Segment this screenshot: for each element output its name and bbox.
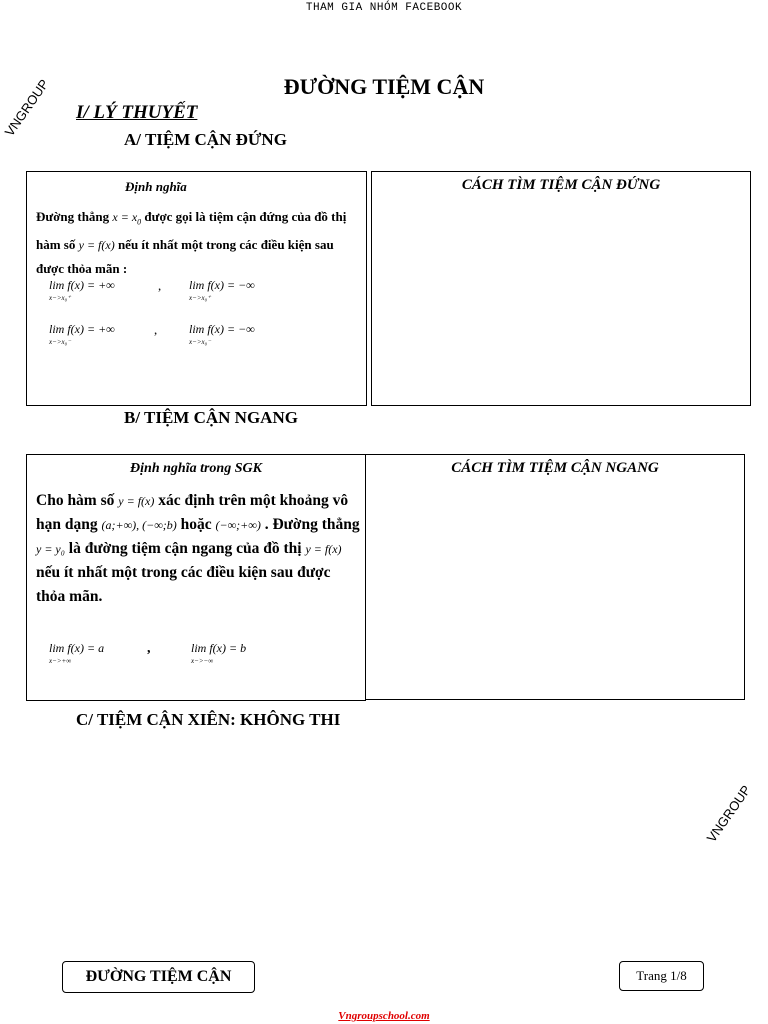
function-expr: y = f(x)	[305, 542, 342, 556]
text-part: . Đường thẳng	[264, 516, 360, 533]
section-c-heading: C/ TIỆM CẬN XIÊN: KHÔNG THI	[76, 710, 341, 729]
method-title: CÁCH TÌM TIỆM CẬN NGANG	[451, 460, 659, 476]
interval-expr: (a;+∞), (−∞;b)	[101, 518, 177, 532]
limit-3: lim f(x) = +∞ x−>x₀⁻	[49, 322, 115, 346]
vertical-asymptote-method-box	[371, 171, 751, 406]
definition-text	[36, 205, 361, 280]
vertical-asymptote-definition-box	[26, 171, 367, 406]
limit-4: lim f(x) = −∞ x−>x₀⁻	[189, 322, 255, 346]
definition-text	[36, 489, 361, 609]
definition-title: Định nghĩa trong SGK	[130, 461, 262, 476]
text-part: Cho hàm số	[36, 492, 115, 509]
watermark-right: VNGROUP	[703, 782, 754, 845]
page-number: Trang 1/8	[619, 961, 704, 991]
definition-eq: $x = x_0$	[112, 210, 142, 227]
text-part: xác định trên một khoảng vô hạn dạng	[36, 492, 349, 533]
method-title: CÁCH TÌM TIỆM CẬN ĐỨNG	[461, 177, 661, 193]
line-expr: y = y₀	[36, 542, 65, 556]
text-part: là đường tiệm cận ngang của đồ thị	[68, 540, 302, 557]
definition-mid: được gọi là tiệm cận đứng của đồ thị hàm số	[36, 209, 347, 253]
comma: ,	[154, 322, 158, 337]
interval-expr: (−∞;+∞)	[215, 518, 261, 532]
definition-end: nếu ít nhất một trong các điều kiện sau được thỏa mãn :	[36, 237, 334, 277]
limit-2: lim f(x) = −∞ x−>x₀⁺	[189, 278, 255, 302]
text-part: hoặc	[180, 516, 212, 533]
comma: ,	[147, 641, 151, 656]
document-title: ĐƯỜNG TIỆM CẬN	[283, 74, 485, 99]
watermark-top-left: VNGROUP	[1, 76, 52, 139]
function-expr: y = f(x)	[118, 494, 155, 508]
top-banner: THAM GIA NHÓM FACEBOOK	[305, 2, 463, 14]
limit-2: lim f(x) = b x−>−∞	[191, 641, 247, 665]
section-b-heading: B/ TIỆM CẬN NGANG	[124, 408, 298, 427]
limit-1: lim f(x) = a x−>+∞	[49, 641, 105, 665]
site-link[interactable]: Vngroupschool.com	[338, 1010, 430, 1022]
definition-title: Định nghĩa	[125, 179, 187, 194]
definition-fn: y = f(x)	[78, 238, 115, 253]
comma: ,	[158, 278, 162, 293]
section-a-heading: A/ TIỆM CẬN ĐỨNG	[124, 130, 287, 149]
text-part: nếu ít nhất một trong các điều kiện sau được thỏa mãn.	[36, 564, 331, 605]
definition-intro: Đường thẳng	[36, 209, 110, 224]
limit-1: lim f(x) = +∞ x−>x₀⁺	[49, 278, 115, 302]
horizontal-asymptote-method-box	[365, 454, 745, 700]
horizontal-asymptote-definition-box	[26, 454, 366, 701]
section-theory-heading: I/ LÝ THUYẾT	[76, 102, 198, 123]
footer-title: ĐƯỜNG TIỆM CẬN	[62, 961, 255, 993]
